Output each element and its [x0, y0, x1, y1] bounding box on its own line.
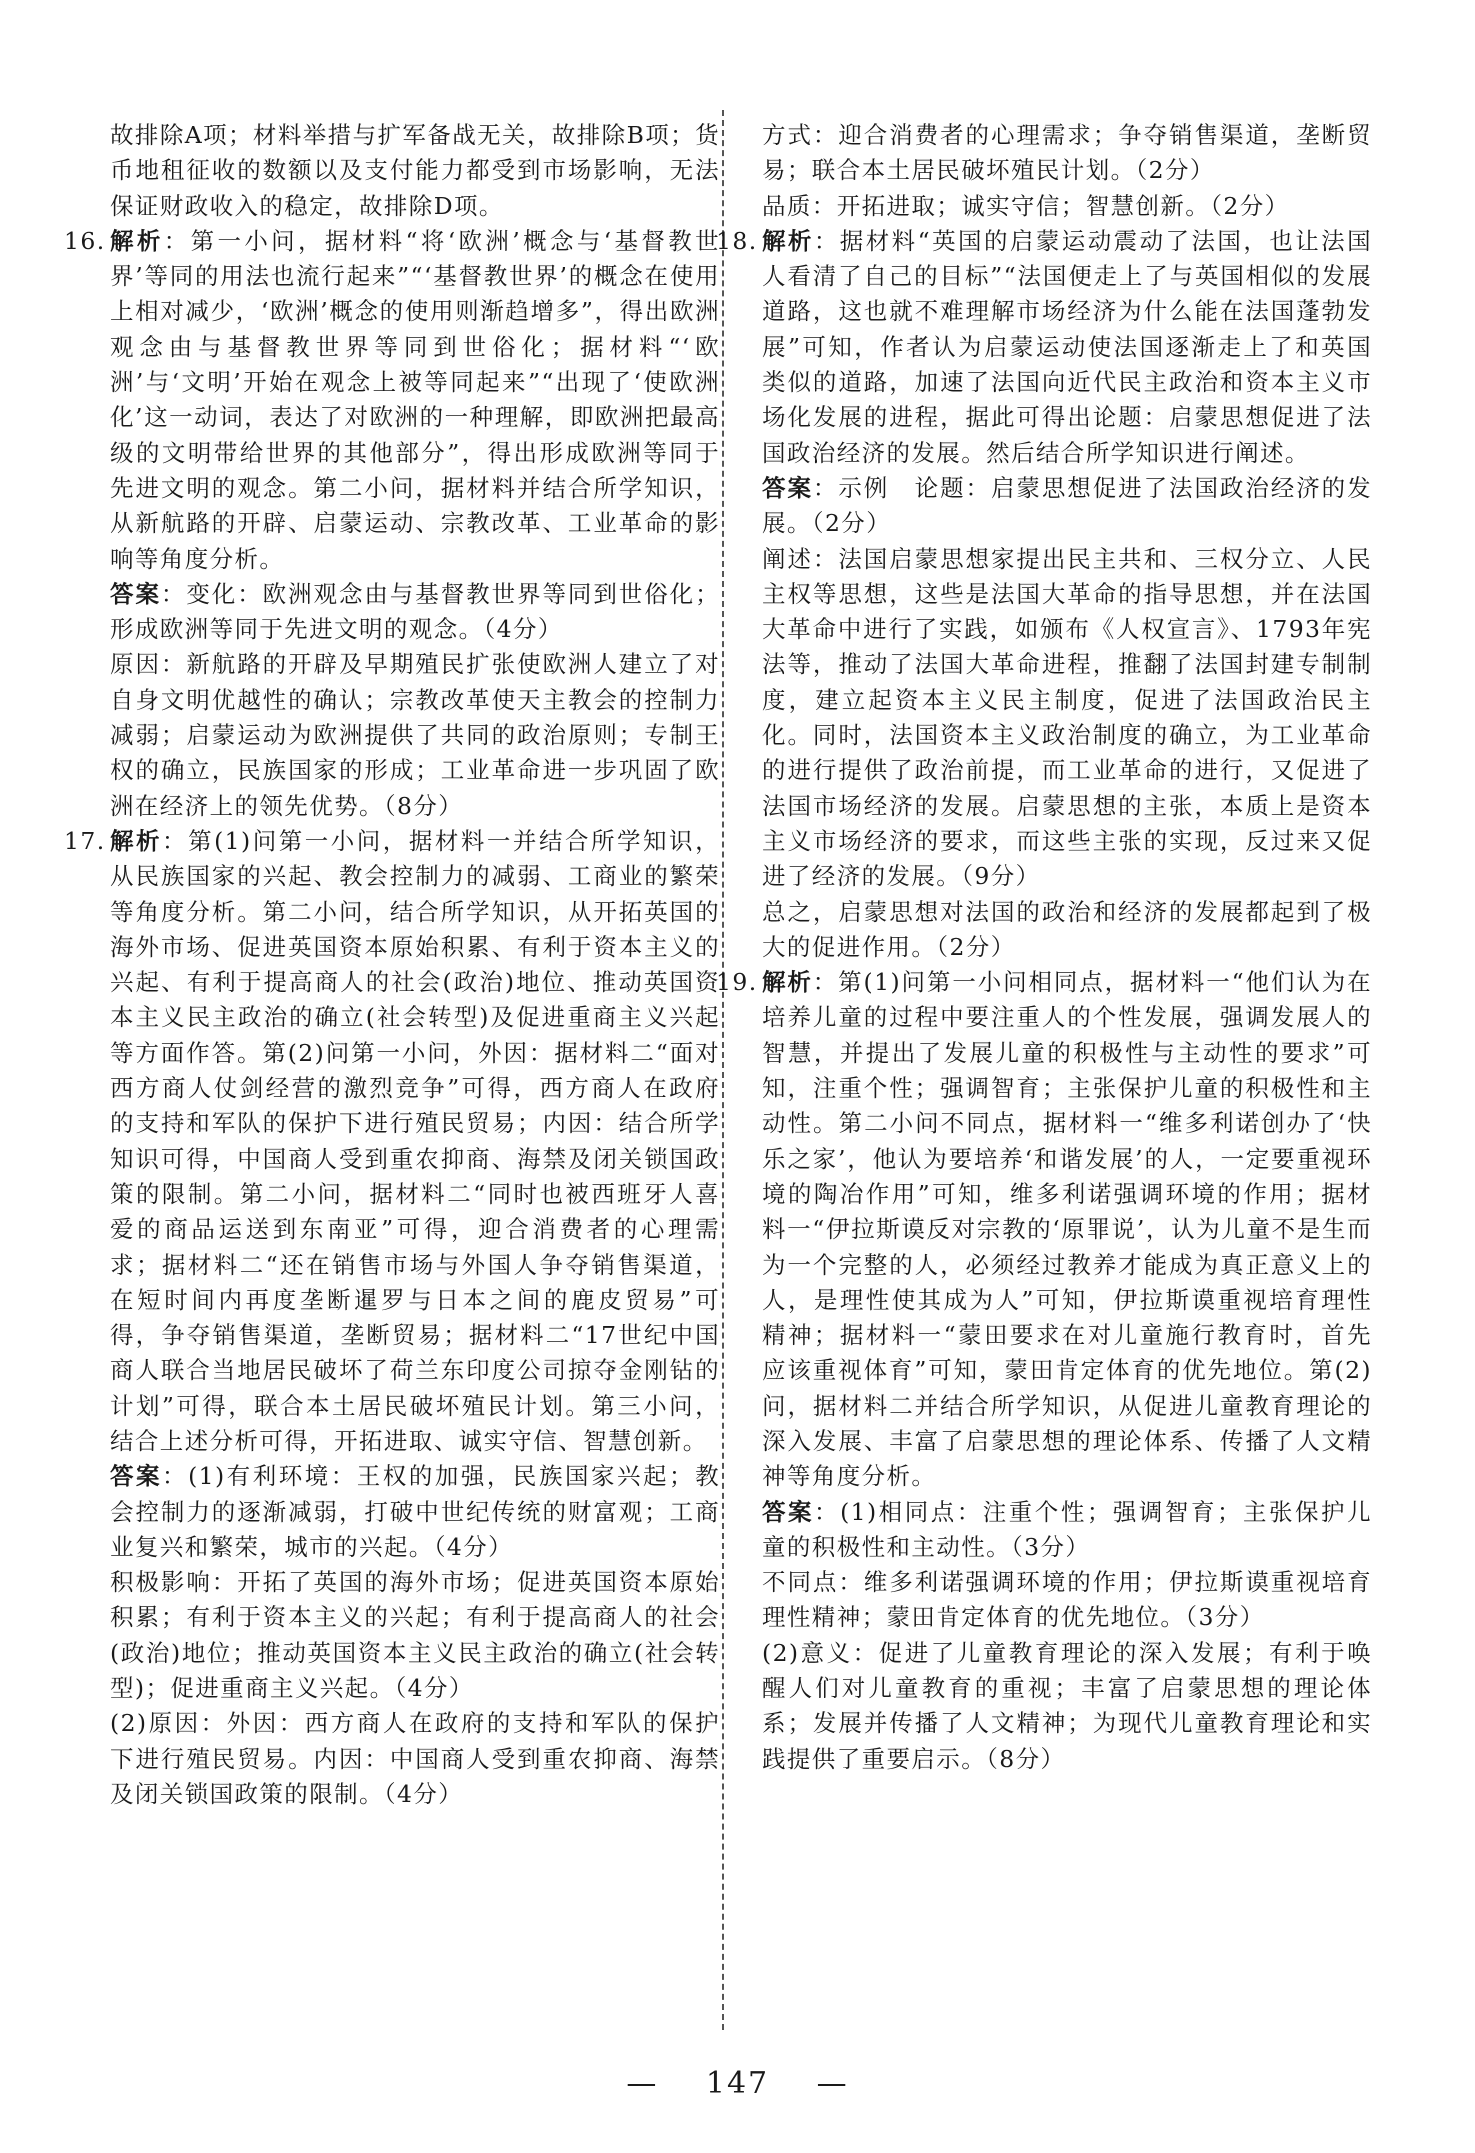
q18-analysis-text: ：据材料“英国的启蒙运动震动了法国，也让法国人看清了自己的目标”“法国便走上了与英国相似的发展道路，这也就不难理解市场经济为什么能在法国蓬勃发展”可知，作者认为启蒙运动使法国逐渐走上了和英国类似的道路，加速了法国向近代民主政治和资本主义市场化发展的进程，据此可得出论题：启蒙思想促进了法国政治经济的发展。然后结合所学知识进行阐述。: [762, 226, 1372, 467]
q17-reason: (2)原因：外因：西方商人在政府的支持和军队的保护下进行殖民贸易。内因：中国商人受到重农抑商、海禁及闭关锁国政策的限制。（4分）: [110, 1709, 720, 1808]
q17-number: 17.: [64, 826, 106, 855]
q17-method: 方式：迎合消费者的心理需求；争夺销售渠道，垄断贸易；联合本土居民破坏殖民计划。（2分）: [762, 121, 1372, 185]
q18-answer-text: ：示例 论题：启蒙思想促进了法国政治经济的发展。（2分）: [762, 473, 1372, 538]
answer-label: 答案: [762, 1497, 815, 1526]
q16-reason: 原因：新航路的开辟及早期殖民扩张使欧洲人建立了对自身文明优越性的确认；宗教改革使天主教会的控制力减弱；启蒙运动为欧洲提供了共同的政治原则；专制王权的确立，民族国家的形成；工业革命进一步巩固了欧洲在经济上的领先优势。（8分）: [110, 650, 720, 820]
analysis-label: 解析: [110, 826, 163, 855]
q18-number: 18.: [716, 226, 758, 255]
q17-answer: [110, 1459, 720, 1565]
page-footer: [0, 2066, 1475, 2101]
answer-label: 答案: [110, 1462, 163, 1491]
q16-answer: [110, 577, 720, 648]
q19-analysis: [762, 965, 1372, 1494]
q19-meaning: (2)意义：促进了儿童教育理论的深入发展；有利于唤醒人们对儿童教育的重视；丰富了启蒙思想的理论体系；发展并传播了人文精神；为现代儿童教育理论和实践提供了重要启示。（8分）: [762, 1638, 1372, 1773]
q16-number: 16.: [64, 226, 106, 255]
page-number: 147: [705, 2066, 770, 2101]
q17-quality: 品质：开拓进取；诚实守信；智慧创新。（2分）: [762, 191, 1290, 220]
q17-analysis: [110, 824, 720, 1459]
q19: [716, 965, 1372, 1494]
q16-analysis-text: ：第一小问，据材料“将‘欧洲’概念与‘基督教世界’等同的用法也流行起来”“‘基督教世界’的概念在使用上相对减少，‘欧洲’概念的使用则渐趋增多”，得出欧洲观念由与基督教世界等同到世俗化；据材料“‘欧洲’与‘文明’开始在观念上被等同起来”“出现了‘使欧洲化’这一动词，表达了对欧洲的一种理解，即欧洲把最高级的文明带给世界的其他部分”，得出形成欧洲等同于先进文明的观念。第二小问，据材料并结合所学知识，从新航路的开辟、启蒙运动、宗教改革、工业革命的影响等角度分析。: [110, 226, 720, 573]
column-divider: [722, 110, 724, 2030]
footer-dash-left: —: [626, 2066, 659, 2101]
q18-explain: 阐述：法国启蒙思想家提出民主共和、三权分立、人民主权等思想，这些是法国大革命的指导思想，并在法国大革命中进行了实践，如颁布《人权宣言》、1793年宪法等，推动了法国大革命进程，推翻了法国封建专制制度，建立起资本主义民主制度，促进了法国政治民主化。同时，法国资本主义政治制度的确立，为工业革命的进行提供了政治前提，而工业革命的进行，又促进了法国市场经济的发展。启蒙思想的主张，本质上是资本主义市场经济的要求，而这些主张的实现，反过来又促进了经济的发展。（9分）: [762, 544, 1372, 891]
q17: [64, 824, 720, 1459]
footer-dash-right: —: [816, 2066, 849, 2101]
q17-analysis-text: ：第(1)问第一小问，据材料一并结合所学知识，从民族国家的兴起、教会控制力的减弱、工商业的繁荣等角度分析。第二小问，结合所学知识，从开拓英国的海外市场、促进英国资本原始积累、有利于资本主义的兴起、有利于提高商人的社会(政治)地位、推动英国资本主义民主政治的确立(社会转型)及促进重商主义兴起等方面作答。第(2)问第一小问，外因：据材料二“面对西方商人仗剑经营的激烈竞争”可得，西方商人在政府的支持和军队的保护下进行殖民贸易；内因：结合所学知识可得，中国商人受到重农抑商、海禁及闭关锁国政策的限制。第二小问，据材料二“同时也被西班牙人喜爱的商品运送到东南亚”可得，迎合消费者的心理需求；据材料二“还在销售市场与外国人争夺销售渠道，在短时间内再度垄断暹罗与日本之间的鹿皮贸易”可得，争夺销售渠道，垄断贸易；据材料二“17世纪中国商人联合当地居民破坏了荷兰东印度公司掠夺金刚钻的计划”可得，联合本土居民破坏殖民计划。第三小问，结合上述分析可得，开拓进取、诚实守信、智慧创新。: [110, 826, 720, 1455]
q18: [716, 224, 1372, 471]
q19-analysis-text: ：第(1)问第一小问相同点，据材料一“他们认为在培养儿童的过程中要注重人的个性发展，强调发展人的智慧，并提出了发展儿童的积极性与主动性的要求”可知，注重个性；强调智育；主张保护儿童的积极性和主动性。第二小问不同点，据材料一“维多利诺创办了‘快乐之家’，他认为要培养‘和谐发展’的人，一定要重视环境的陶冶作用”可知，维多利诺强调环境的作用；据材料一“伊拉斯谟反对宗教的‘原罪说’，认为儿童不是生而为一个完整的人，必须经过教养才能成为真正意义上的人，是理性使其成为人”可知，伊拉斯谟重视培育理性精神；据材料一“蒙田要求在对儿童施行教育时，首先应该重视体育”可知，蒙田肯定体育的优先地位。第(2)问，据材料二并结合所学知识，从促进儿童教育理论的深入发展、丰富了启蒙思想的理论体系、传播了人文精神等角度分析。: [762, 968, 1372, 1491]
q16-answer-text: ：变化：欧洲观念由与基督教世界等同到世俗化；形成欧洲等同于先进文明的观念。（4分）: [110, 579, 720, 644]
q19-answer-text: ：(1)相同点：注重个性；强调智育；主张保护儿童的积极性和主动性。（3分）: [762, 1497, 1372, 1561]
q18-answer: [762, 471, 1372, 542]
q17-effect: 积极影响：开拓了英国的海外市场；促进英国资本原始积累；有利于资本主义的兴起；有利于提高商人的社会(政治)地位；推动英国资本主义民主政治的确立(社会转型)；促进重商主义兴起。（4分）: [110, 1568, 720, 1703]
right-column: [716, 118, 1372, 1777]
q18-analysis: [762, 224, 1372, 471]
q18-summary: 总之，启蒙思想对法国的政治和经济的发展都起到了极大的促进作用。（2分）: [762, 897, 1372, 961]
q19-difference: 不同点：维多利诺强调环境的作用；伊拉斯谟重视培育理性精神；蒙田肯定体育的优先地位。（3分）: [762, 1568, 1372, 1632]
q16-analysis: [110, 224, 720, 577]
left-column: [64, 118, 720, 1812]
q15-continuation: 故排除A项；材料举措与扩军备战无关，故排除B项；货币地租征收的数额以及支付能力都受到市场影响，无法保证财政收入的稳定，故排除D项。: [110, 121, 720, 220]
answer-label: 答案: [762, 473, 813, 502]
q19-number: 19.: [716, 968, 758, 997]
analysis-label: 解析: [762, 968, 813, 997]
analysis-label: 解析: [110, 226, 164, 255]
q19-answer: [762, 1495, 1372, 1566]
answer-label: 答案: [110, 579, 161, 608]
q17-answer-text: ：(1)有利环境：王权的加强，民族国家兴起；教会控制力的逐渐减弱，打破中世纪传统的财富观；工商业复兴和繁荣，城市的兴起。（4分）: [110, 1462, 720, 1561]
analysis-label: 解析: [762, 226, 814, 255]
q16: [64, 224, 720, 577]
